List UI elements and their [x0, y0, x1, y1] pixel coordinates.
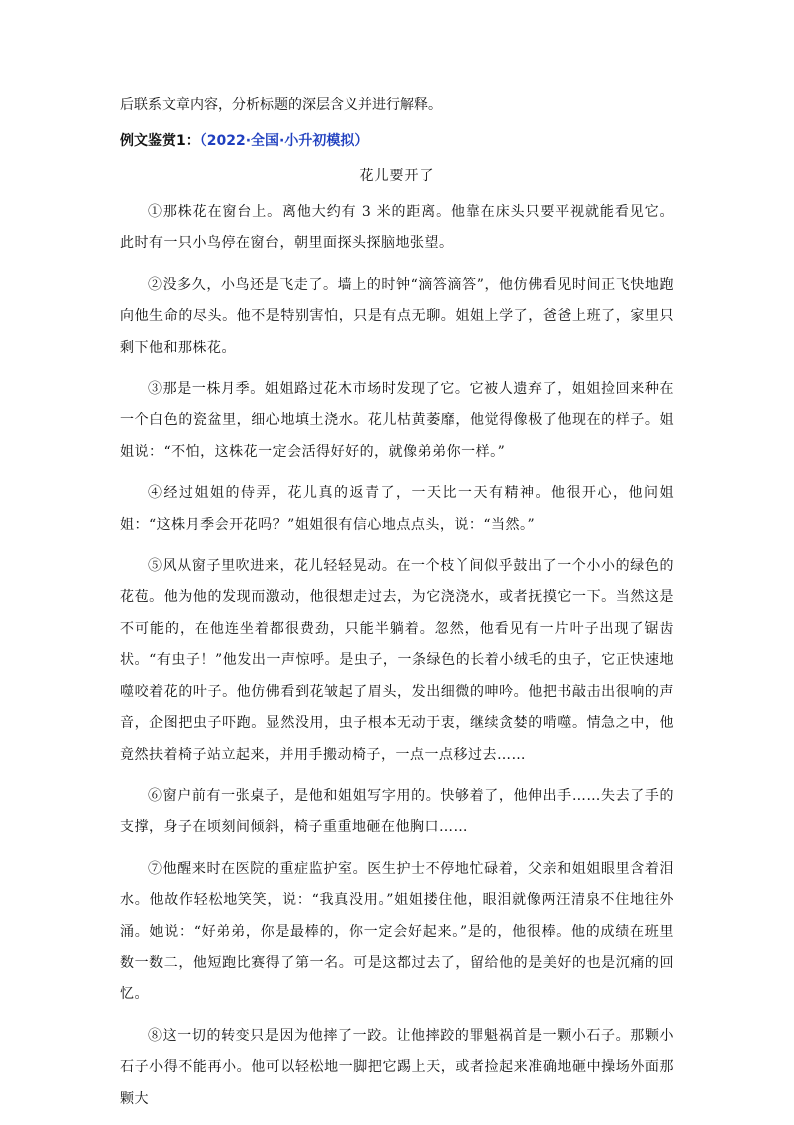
paragraph-8: ⑧这一切的转变只是因为他摔了一跤。让他摔跤的罪魁祸首是一颗小石子。那颗小石子小得不能再小。他可以轻松地一脚把它踢上天，或者捡起来准确地砸中操场外面那颗大	[120, 1027, 674, 1107]
essay-title: 花儿要开了	[359, 168, 435, 184]
example-label: 例文鉴赏1：	[120, 133, 200, 149]
intro-line: 后联系文章内容，分析标题的深层含义并进行解释。	[120, 97, 442, 113]
example-heading	[120, 131, 368, 151]
paragraph-5: ⑤风从窗子里吹进来，花儿轻轻晃动。在一个枝丫间似乎鼓出了一个小小的绿色的花苞。他为他的发现而激动，他很想走过去，为它浇浇水，或者抚摸它一下。当然这是不可能的，在他连坐着都很费劲，只能半躺着。忽然，他看见有一片叶子出现了锯齿状。“有虫子！”他发出一声惊呼。是虫子，一条绿色的长着小绒毛的虫子，它正快速地噬咬着花的叶子。他仿佛看到花皱起了眉头，发出细微的呻吟。他把书敲击出很响的声音，企图把虫子吓跑。显然没用，虫子根本无动于衷，继续贪婪的啃噬。情急之中，他竟然扶着椅子站立起来，并用手搬动椅子，一点一点移过去……	[120, 558, 674, 763]
paragraph-4: ④经过姐姐的侍弄，花儿真的返青了，一天比一天有精神。他很开心，他问姐姐：“这株月季会开花吗？”姐姐很有信心地点点头，说：“当然。”	[120, 485, 674, 533]
paragraph-7: ⑦他醒来时在医院的重症监护室。医生护士不停地忙碌着，父亲和姐姐眼里含着泪水。他故作轻松地笑笑，说：“我真没用。”姐姐搂住他，眼泪就像两汪清泉不住地往外涌。她说：“好弟弟，你是最棒的，你一定会好起来。”是的，他很棒。他的成绩在班里数一数二，他短跑比赛得了第一名。可是这都过去了，留给他的是美好的也是沉痛的回忆。	[120, 860, 674, 1003]
essay-body	[120, 197, 674, 1125]
example-source: （2022·全国·小升初模拟）	[199, 133, 369, 149]
paragraph-3: ③那是一株月季。姐姐路过花木市场时发现了它。它被人遗弃了，姐姐捡回来种在一个白色的瓷盆里，细心地填土浇水。花儿枯黄萎靡，他觉得像极了他现在的样子。姐姐说：“不怕，这株花一定会活得好好的，就像弟弟你一样。”	[120, 381, 674, 460]
paragraph-1: ①那株花在窗台上。离他大约有 3 米的距离。他靠在床头只要平视就能看见它。此时有一只小鸟停在窗台，朝里面探头探脑地张望。	[120, 204, 674, 252]
paragraph-6: ⑥窗户前有一张桌子，是他和姐姐写字用的。快够着了，他伸出手……失去了手的支撑，身子在顷刻间倾斜，椅子重重地砸在他胸口……	[120, 787, 674, 836]
paragraph-2: ②没多久，小鸟还是飞走了。墙上的时钟“滴答滴答”，他仿佛看见时间正飞快地跑向他生命的尽头。他不是特别害怕，只是有点无聊。姐姐上学了，爸爸上班了，家里只剩下他和那株花。	[120, 276, 674, 356]
